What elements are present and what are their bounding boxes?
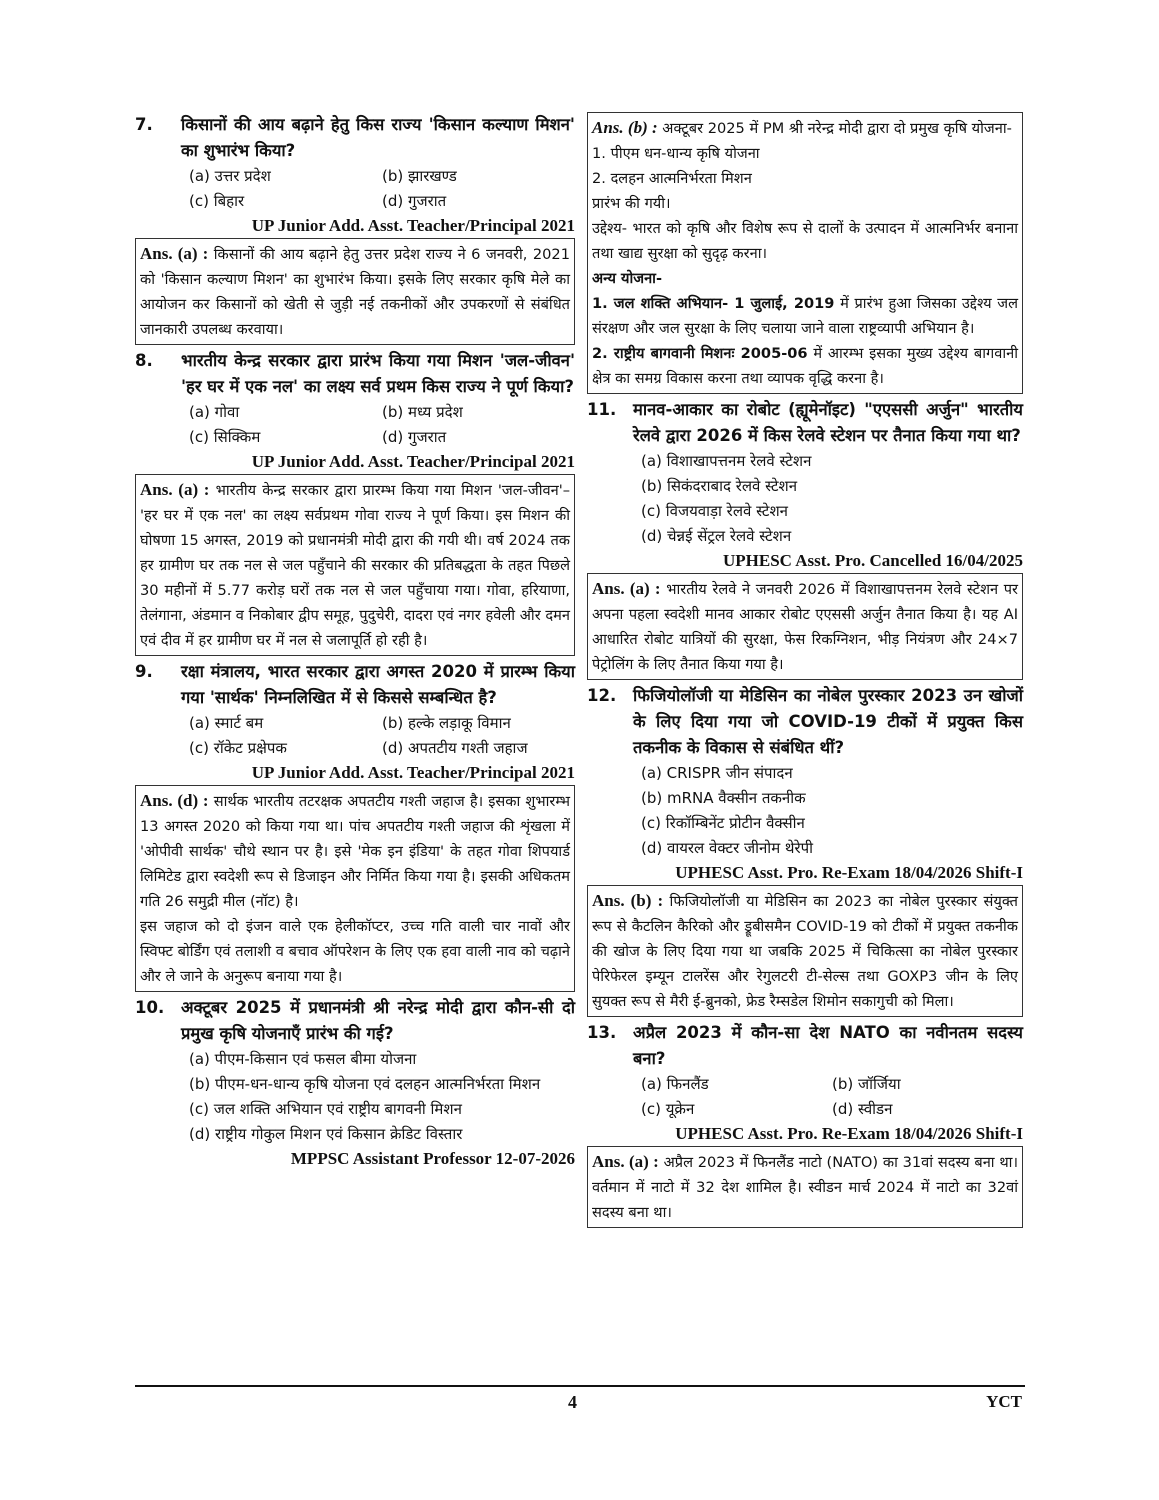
question-10 xyxy=(135,995,575,1047)
option-d: (d) अपतटीय गश्ती जहाज xyxy=(382,739,528,757)
question-text: मानव-आकार का रोबोट (ह्यूमेनॉइट) "एएससी अर्जुन" भारतीय रेलवे द्वारा 2026 में किस रेलवे स्टेशन पर तैनात किया गया था? xyxy=(633,400,1023,445)
question-text: अक्टूबर 2025 में प्रधानमंत्री श्री नरेन्द्र मोदी द्वारा कौन-सी दो प्रमुख कृषि योजनाएँ प्रारंभ की गई? xyxy=(181,998,575,1043)
answer-label: Ans. (a) : xyxy=(140,244,209,263)
left-column xyxy=(135,112,575,1171)
answer-item-head: 1. जल शक्ति अभियान- 1 जुलाई, 2019 xyxy=(592,295,835,312)
question-13 xyxy=(587,1020,1023,1072)
option-c: (c) रिकॉम्बिनेंट प्रोटीन वैक्सीन xyxy=(641,814,805,832)
question-number: 12. xyxy=(587,686,617,705)
answer-item-head: 2. राष्ट्रीय बागवानी मिशनः 2005-06 xyxy=(592,345,808,362)
option-c: (c) रॉकेट प्रक्षेपक xyxy=(189,739,287,757)
answer-objective: उद्देश्य- भारत को कृषि और विशेष रूप से दालों के उत्पादन में आत्मनिर्भर बनाना तथा खाद्य सुरक्षा को सुदृढ़ करना। xyxy=(592,220,1018,262)
answer-box-12 xyxy=(587,885,1023,1017)
footer-divider xyxy=(135,1385,1025,1387)
question-text: भारतीय केन्द्र सरकार द्वारा प्रारंभ किया गया मिशन 'जल-जीवन' 'हर घर में एक नल' का लक्ष्य सर्व प्रथम किस राज्य ने पूर्ण किया? xyxy=(181,351,575,396)
answer-line: प्रारंभ की गयी। xyxy=(592,195,671,212)
answer-text: अप्रैल 2023 में फिनलैंड नाटो (NATO) का 31वां सदस्य बना था। वर्तमान में नाटो में 32 देश शामिल है। स्वीडन मार्च 2024 में नाटो का 32वां सदस्य बना था। xyxy=(592,1154,1018,1221)
answer-label: Ans. (a) : xyxy=(140,480,210,499)
question-number: 9. xyxy=(135,662,153,681)
options-13 xyxy=(641,1072,1023,1122)
answer-text-2: इस जहाज को दो इंजन वाले एक हेलीकॉप्टर, उच्च गति वाली चार नावों और स्विफ्ट बोर्डिंग एवं तलाशी व बचाव ऑपरेशन के लिए एक हवा वाली नाव को चढ़ाने और ले जाने के अनुरूप बनाया गया है। xyxy=(140,918,570,985)
option-c: (c) बिहार xyxy=(189,192,245,210)
options-12 xyxy=(641,761,1023,861)
answer-intro: अक्टूबर 2025 में PM श्री नरेन्द्र मोदी द्वारा दो प्रमुख कृषि योजना- xyxy=(662,120,1012,137)
answer-item-text: में आरम्भ इसका मुख्य उद्देश्य बागवानी क्षेत्र का समग्र विकास करना तथा व्यापक वृद्धि करना है। xyxy=(592,345,1018,387)
question-number: 7. xyxy=(135,115,153,134)
option-a: (a) CRISPR जीन संपादन xyxy=(641,764,793,782)
exam-source: UPHESC Asst. Pro. Re-Exam 18/04/2026 Shift-I xyxy=(675,1124,1023,1143)
answer-box-7 xyxy=(135,238,575,345)
question-7 xyxy=(135,112,575,164)
answer-box-8 xyxy=(135,474,575,656)
question-number: 11. xyxy=(587,400,617,419)
option-b: (b) मध्य प्रदेश xyxy=(382,403,463,421)
exam-source: UPHESC Asst. Pro. Cancelled 16/04/2025 xyxy=(722,551,1023,570)
option-d: (d) वायरल वेक्टर जीनोम थेरेपी xyxy=(641,839,814,857)
option-a: (a) फिनलैंड xyxy=(641,1075,709,1093)
answer-item-text: में प्रारंभ हुआ जिसका उद्देश्य जल संरक्षण और जल सुरक्षा के लिए चलाया जाने वाला राष्ट्रव्यापी अभियान है। xyxy=(592,295,1019,337)
option-c: (c) यूक्रेन xyxy=(641,1100,695,1118)
publisher-mark: YCT xyxy=(986,1392,1022,1411)
options-9 xyxy=(189,711,575,761)
option-c: (c) सिक्किम xyxy=(189,428,261,446)
question-11 xyxy=(587,397,1023,449)
answer-label: Ans. (b) : xyxy=(592,891,664,910)
answer-label: Ans. (a) : xyxy=(592,1152,659,1171)
option-a: (a) उत्तर प्रदेश xyxy=(189,167,271,185)
option-b: (b) जॉर्जिया xyxy=(832,1075,901,1093)
exam-source: MPPSC Assistant Professor 12-07-2026 xyxy=(290,1149,575,1168)
answer-label: Ans. (b) : xyxy=(592,118,658,137)
option-c: (c) विजयवाड़ा रेलवे स्टेशन xyxy=(641,502,789,520)
option-a: (a) विशाखापत्तनम रेलवे स्टेशन xyxy=(641,452,812,470)
answer-box-13 xyxy=(587,1146,1023,1228)
question-9 xyxy=(135,659,575,711)
question-text: किसानों की आय बढ़ाने हेतु किस राज्य 'किसान कल्याण मिशन' का शुभारंभ किया? xyxy=(181,115,575,160)
exam-source: UP Junior Add. Asst. Teacher/Principal 2021 xyxy=(251,452,575,471)
question-text: रक्षा मंत्रालय, भारत सरकार द्वारा अगस्त 2020 में प्रारम्भ किया गया 'सार्थक' निम्नलिखित में से किससे सम्बन्धित है? xyxy=(181,662,575,707)
answer-text: भारतीय केन्द्र सरकार द्वारा प्रारम्भ किया गया मिशन 'जल-जीवन'– 'हर घर में एक नल' का लक्ष्य सर्वप्रथम गोवा राज्य ने पूर्ण किया। इस मिशन की घोषणा 15 अगस्त, 2019 को प्रधानमंत्री मोदी द्वारा की गयी थी। वर्ष 2024 तक हर ग्रामीण घर तक नल से जल पहुँचाने की सरकार की प्रतिबद्धता के तहत पिछले 30 महीनों में 5.77 करोड़ घरों तक नल से जल पहुँचाया गया। गोवा, हरियाणा, तेलंगाना, अंडमान व निकोबार द्वीप समूह, पुदुचेरी, दादरा एवं नगर हवेली और दमन एवं दीव में हर ग्रामीण घर में नल से जलापूर्ति हो रही है। xyxy=(140,482,571,649)
right-column xyxy=(587,112,1023,1228)
options-7 xyxy=(189,164,575,214)
question-12 xyxy=(587,683,1023,761)
option-a: (a) पीएम-किसान एवं फसल बीमा योजना xyxy=(189,1050,417,1068)
exam-source: UPHESC Asst. Pro. Re-Exam 18/04/2026 Shift-I xyxy=(675,863,1023,882)
option-b: (b) हल्के लड़ाकू विमान xyxy=(382,714,511,732)
options-8 xyxy=(189,400,575,450)
answer-box-11 xyxy=(587,573,1023,680)
question-number: 13. xyxy=(587,1023,617,1042)
option-d: (d) स्वीडन xyxy=(832,1100,893,1118)
answer-text: किसानों की आय बढ़ाने हेतु उत्तर प्रदेश राज्य ने 6 जनवरी, 2021 को 'किसान कल्याण मिशन' का शुभारंभ किया। इसके लिए सरकार कृषि मेले का आयोजन कर किसानों को खेती से जुड़ी नई तकनीकों और उपकरणों से संबंधित जानकारी उपलब्ध करवाया। xyxy=(140,246,570,338)
option-d: (d) चेन्नई सेंट्रल रेलवे स्टेशन xyxy=(641,527,792,545)
answer-line: 2. दलहन आत्मनिर्भरता मिशन xyxy=(592,170,752,187)
option-d: (d) गुजरात xyxy=(382,428,447,446)
option-d: (d) गुजरात xyxy=(382,192,447,210)
option-a: (a) स्मार्ट बम xyxy=(189,714,264,732)
answer-line: 1. पीएम धन-धान्य कृषि योजना xyxy=(592,145,760,162)
answer-text: सार्थक भारतीय तटरक्षक अपतटीय गश्ती जहाज है। इसका शुभारम्भ 13 अगस्त 2020 को किया गया था। पांच अपतटीय गश्ती जहाज की शृंखला में 'ओपीवी सार्थक' चौथे स्थान पर है। इसे 'मेक इन इंडिया' के तहत गोवा शिपयार्ड लिमिटेड द्वारा स्वदेशी रूप से डिजाइन और निर्मित किया गया है। इसकी अधिकतम गति 26 समुद्री मील (नॉट) है। xyxy=(140,793,571,910)
answer-text: फिजियोलॉजी या मेडिसिन का 2023 का नोबेल पुरस्कार संयुक्त रूप से कैटलिन कैरिको और ड्रूबीसमैन COVID-19 को टीकों में प्रयुक्त तकनीक की खोज के लिए दिया गया था जबकि 2025 में चिकित्सा का नोबेल पुरस्कार पेरिफेरल इम्यून टालरेंस और रेगुलटरी टी-सेल्स तथा GOXP3 जीन के लिए सुयक्त रूप से मैरी ई-ब्रुनको, फ्रेड रैम्सडेल शिमोन सकागुची को मिला। xyxy=(592,893,1018,1010)
option-d: (d) राष्ट्रीय गोकुल मिशन एवं किसान क्रेडिट विस्तार xyxy=(189,1125,463,1143)
answer-text: भारतीय रेलवे ने जनवरी 2026 में विशाखापत्तनम रेलवे स्टेशन पर अपना पहला स्वदेशी मानव आकार रोबोट एएससी अर्जुन तैनात किया है। यह AI आधारित रोबोट यात्रियों की सुरक्षा, फेस रिकग्निशन, भीड़ नियंत्रण और 24×7 पेट्रोलिंग के लिए तैनात किया गया है। xyxy=(592,581,1018,673)
page-number: 4 xyxy=(568,1392,577,1412)
options-11 xyxy=(641,449,1023,549)
option-b: (b) पीएम-धन-धान्य कृषि योजना एवं दलहन आत्मनिर्भरता मिशन xyxy=(189,1075,541,1093)
option-b: (b) सिकंदराबाद रेलवे स्टेशन xyxy=(641,477,798,495)
option-c: (c) जल शक्ति अभियान एवं राष्ट्रीय बागवनी मिशन xyxy=(189,1100,462,1118)
question-number: 8. xyxy=(135,351,153,370)
exam-source: UP Junior Add. Asst. Teacher/Principal 2021 xyxy=(251,763,575,782)
option-a: (a) गोवा xyxy=(189,403,240,421)
question-text: अप्रैल 2023 में कौन-सा देश NATO का नवीनतम सदस्य बना? xyxy=(633,1023,1023,1068)
question-number: 10. xyxy=(135,998,165,1017)
options-10 xyxy=(189,1047,575,1147)
answer-label: Ans. (a) : xyxy=(592,579,661,598)
question-8 xyxy=(135,348,575,400)
answer-box-9 xyxy=(135,785,575,992)
answer-label: Ans. (d) : xyxy=(140,791,209,810)
option-b: (b) झारखण्ड xyxy=(382,167,457,185)
option-b: (b) mRNA वैक्सीन तकनीक xyxy=(641,789,806,807)
answer-subheading: अन्य योजना- xyxy=(592,270,663,287)
exam-source: UP Junior Add. Asst. Teacher/Principal 2021 xyxy=(251,216,575,235)
answer-box-10 xyxy=(587,112,1023,394)
question-text: फिजियोलॉजी या मेडिसिन का नोबेल पुरस्कार 2023 उन खोजों के लिए दिया गया जो COVID-19 टीकों में प्रयुक्त किस तकनीक के विकास से संबंधित थीं? xyxy=(633,686,1023,757)
